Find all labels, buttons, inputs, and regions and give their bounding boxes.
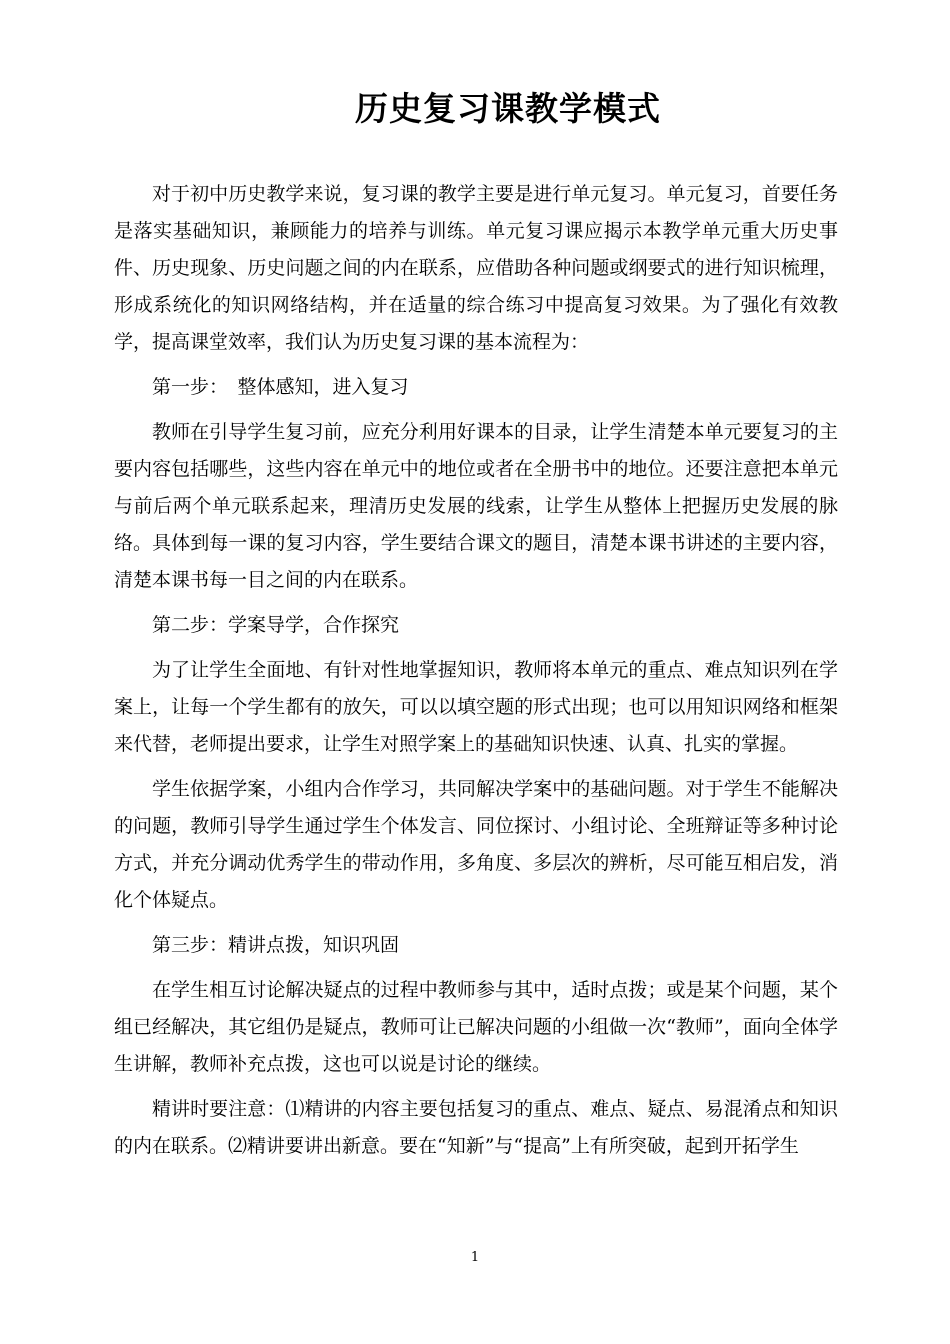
paragraph-step-three-b: 精讲时要注意：⑴精讲的内容主要包括复习的重点、难点、疑点、易混淆点和知识的内在联系。⑵精讲要讲出新意。要在“知新”与“提高”上有所突破，起到开拓学生 [114, 1098, 838, 1157]
paragraph-step-two-a: 为了让学生全面地、有针对性地掌握知识，教师将本单元的重点、难点知识列在学案上，让每一个学生都有的放矢，可以以填空题的形式出现；也可以用知识网络和框架来代替，老师提出要求，让学生对照学案上的基础知识快速、认真、扎实的掌握。 [114, 659, 838, 755]
document-body [114, 176, 838, 1173]
paragraph-step-one: 教师在引导学生复习前，应充分利用好课本的目录，让学生清楚本单元要复习的主要内容包括哪些，这些内容在单元中的地位或者在全册书中的地位。还要注意把本单元与前后两个单元联系起来，理清历史发展的线索，让学生从整体上把握历史发展的脉络。具体到每一课的复习内容，学生要结合课文的题目，清楚本课书讲述的主要内容，清楚本课书每一目之间的内在联系。 [114, 421, 838, 591]
step-two-heading: 第二步：学案导学，合作探究 [152, 614, 400, 636]
paragraph-step-two-b: 学生依据学案，小组内合作学习，共同解决学案中的基础问题。对于学生不能解决的问题，教师引导学生通过学生个体发言、同位探讨、小组讨论、全班辩证等多种讨论方式，并充分调动优秀学生的带动作用，多角度、多层次的辨析，尽可能互相启发，消化个体疑点。 [114, 778, 838, 911]
paragraph-intro: 对于初中历史教学来说，复习课的教学主要是进行单元复习。单元复习，首要任务是落实基础知识，兼顾能力的培养与训练。单元复习课应揭示本教学单元重大历史事件、历史现象、历史问题之间的内在联系，应借助各种问题或纲要式的进行知识梳理，形成系统化的知识网络结构，并在适量的综合练习中提高复习效果。为了强化有效教学，提高课堂效率，我们认为历史复习课的基本流程为： [114, 183, 838, 353]
page-number: 1 [470, 1250, 480, 1265]
step-three-heading: 第三步：精讲点拨，知识巩固 [152, 934, 400, 956]
step-one-heading: 第一步： 整体感知，进入复习 [152, 376, 409, 398]
document-title: 历史复习课教学模式 [355, 89, 661, 128]
paragraph-step-three-a: 在学生相互讨论解决疑点的过程中教师参与其中，适时点拨；或是某个问题，某个组已经解决，其它组仍是疑点，教师可让已解决问题的小组做一次“教师”，面向全体学生讲解，教师补充点拨，这也可以说是讨论的继续。 [114, 979, 838, 1075]
